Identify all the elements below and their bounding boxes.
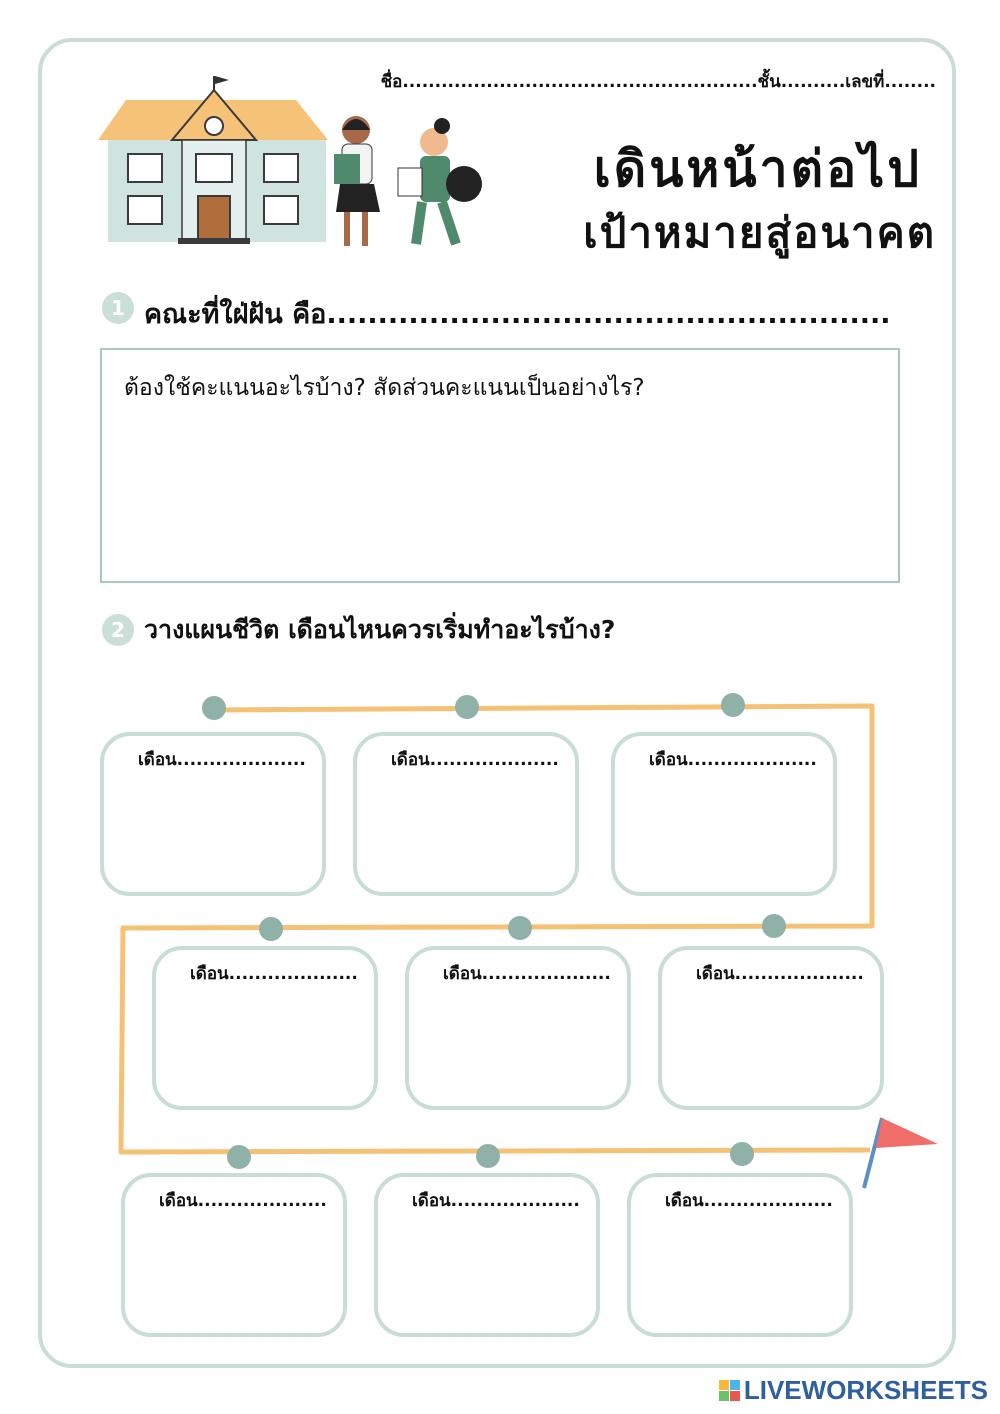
watermark-text: LIVEWORKSHEETS	[743, 1375, 988, 1405]
month-label: เดือน....................	[649, 750, 817, 770]
title-line-1: เดินหน้าต่อไป	[593, 140, 922, 198]
month-box-4[interactable]	[152, 946, 378, 1110]
month-box-2[interactable]	[353, 732, 579, 896]
section-1-number: 1	[102, 292, 134, 324]
month-label: เดือน....................	[696, 964, 864, 984]
score-question-text: ต้องใช้คะแนนอะไรบ้าง? สัดส่วนคะแนนเป็นอย่างไร?	[124, 375, 645, 401]
section-2-number: 2	[102, 614, 134, 646]
liveworksheets-logo-icon	[719, 1380, 740, 1401]
month-box-6[interactable]	[658, 946, 884, 1110]
month-label: เดือน....................	[443, 964, 611, 984]
liveworksheets-watermark	[719, 1375, 988, 1406]
title-line-2: เป้าหมายสู่อนาคต	[583, 208, 936, 257]
month-box-7[interactable]	[121, 1173, 347, 1337]
month-label: เดือน....................	[159, 1191, 327, 1211]
month-label: เดือน....................	[190, 964, 358, 984]
school-building-icon	[98, 76, 328, 244]
month-label: เดือน....................	[412, 1191, 580, 1211]
month-label: เดือน....................	[138, 750, 306, 770]
month-label: เดือน....................	[665, 1191, 833, 1211]
month-box-9[interactable]	[627, 1173, 853, 1337]
section-2-heading: วางแผนชีวิต เดือนไหนควรเริ่มทำอะไรบ้าง?	[144, 615, 616, 644]
students-icon	[334, 116, 482, 246]
student-info-line: ชื่อ.......................................................ชั้น..........เลขที่........	[380, 72, 936, 92]
month-box-3[interactable]	[611, 732, 837, 896]
month-box-8[interactable]	[374, 1173, 600, 1337]
month-box-5[interactable]	[405, 946, 631, 1110]
school-illustration	[98, 72, 488, 254]
score-question-box[interactable]	[100, 348, 900, 583]
month-box-1[interactable]	[100, 732, 326, 896]
month-label: เดือน....................	[391, 750, 559, 770]
section-1-heading: คณะที่ใฝ่ฝัน คือ.......................................................	[144, 299, 891, 330]
